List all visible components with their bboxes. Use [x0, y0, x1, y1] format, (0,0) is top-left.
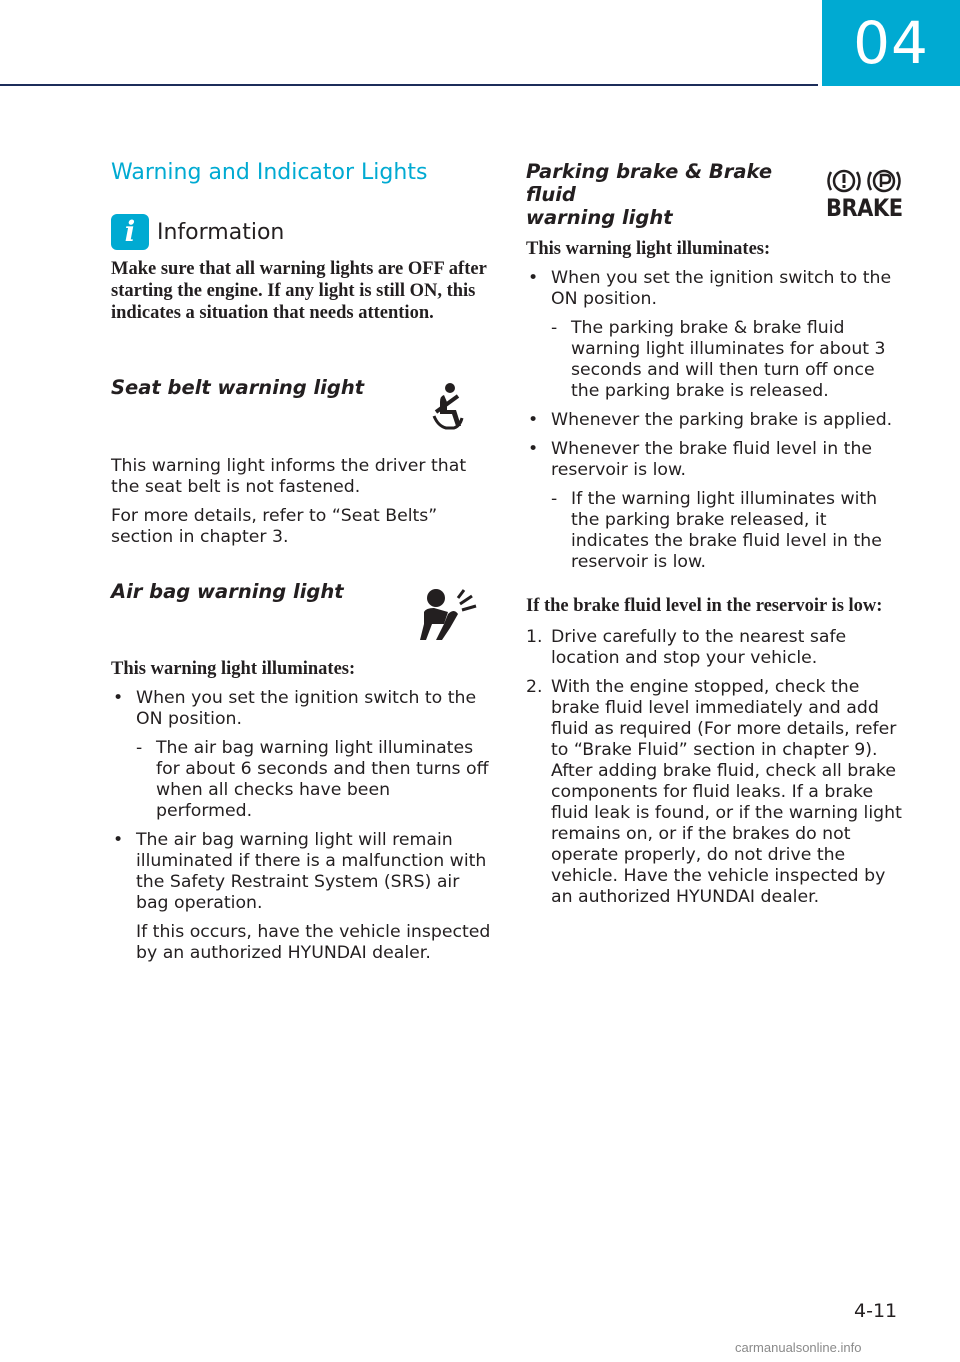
step-1-number: 1.	[526, 627, 543, 647]
air-bag-heading: Air bag warning light	[111, 580, 344, 603]
information-box	[111, 214, 491, 324]
brake-icon-text: BRAKE	[826, 194, 903, 222]
seat-belt-icon	[428, 382, 468, 430]
parking-brake-dash-2: - If the warning light illuminates with the parking brake released, it indicates the brake fluid level in the reservoir is low.	[526, 489, 906, 573]
section-title: Warning and Indicator Lights	[111, 160, 428, 185]
step-2-text: With the engine stopped, check the brake fluid level immediately and add fluid as required (For more details, refer to “Brake Fluid” section in chapter 9). After adding brake fluid, check all brake components for fluid leaks. If a brake fluid leak is found, or if the warning light remains on, or if the brakes do not operate properly, do not drive the vehicle. Have the vehicle inspected by an authorized HYUNDAI dealer.	[551, 677, 902, 907]
step-1	[526, 627, 906, 669]
brake-icon-group	[826, 168, 902, 220]
air-bag-bullet-1: • When you set the ignition switch to the ON position.	[111, 688, 491, 730]
parking-brake-icon	[866, 168, 902, 194]
brake-fluid-low-heading: If the brake fluid level in the reservoir is low:	[526, 596, 883, 616]
step-2	[526, 677, 906, 908]
parking-brake-bullet-3: • Whenever the brake fluid level in the reservoir is low.	[526, 439, 906, 481]
parking-brake-bullet-1: • When you set the ignition switch to the ON position.	[526, 268, 906, 310]
air-bag-bullet-2: • The air bag warning light will remain illuminated if there is a malfunction with the Safety Restraint System (SRS) air bag operation.	[111, 830, 491, 914]
info-icon: i	[111, 214, 149, 250]
watermark[interactable]: carmanualsonline.info	[735, 1340, 862, 1355]
air-bag-icon	[420, 588, 478, 642]
air-bag-lead: This warning light illuminates:	[111, 659, 356, 679]
step-1-text: Drive carefully to the nearest safe location and stop your vehicle.	[551, 627, 847, 668]
parking-brake-heading	[526, 160, 816, 229]
parking-brake-heading-line1: Parking brake & Brake fluid	[526, 160, 773, 206]
chapter-tab: 04	[822, 0, 960, 86]
parking-brake-dash-1: - The parking brake & brake fluid warning light illuminates for about 3 seconds and will then turn off once the parking brake is released.	[526, 318, 906, 402]
brake-warning-icon	[826, 168, 862, 194]
air-bag-dash-1: - The air bag warning light illuminates for about 6 seconds and then turns off when all checks have been performed.	[111, 738, 491, 822]
step-2-number: 2.	[526, 677, 543, 697]
air-bag-note: If this occurs, have the vehicle inspected by an authorized HYUNDAI dealer.	[136, 922, 491, 963]
parking-brake-lead: This warning light illuminates:	[526, 239, 771, 259]
parking-brake-bullet-2: • Whenever the parking brake is applied.	[526, 410, 906, 431]
information-text: Make sure that all warning lights are OFF after starting the engine. If any light is still ON, this indicates a situation that needs attention.	[111, 259, 487, 323]
parking-brake-heading-line2: warning light	[526, 206, 673, 229]
information-title: Information	[157, 219, 285, 245]
seat-belt-p1: This warning light informs the driver that the seat belt is not fastened.	[111, 456, 467, 497]
seat-belt-heading: Seat belt warning light	[111, 376, 365, 399]
seat-belt-p2: For more details, refer to “Seat Belts” section in chapter 3.	[111, 506, 438, 547]
header-rule	[0, 84, 818, 86]
page-number: 4-11	[854, 1300, 898, 1322]
